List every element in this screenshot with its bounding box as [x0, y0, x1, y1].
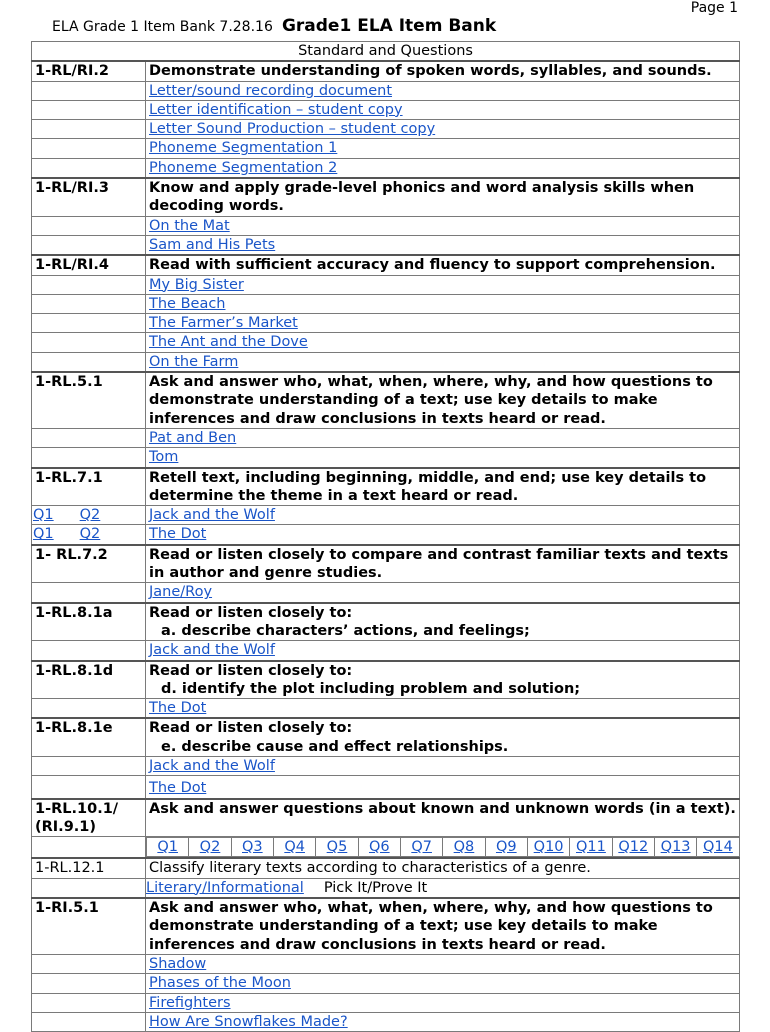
standard-line: Read or listen closely to: [149, 662, 353, 679]
standard-line: Read or listen closely to: [149, 720, 353, 737]
resource-row [32, 1012, 740, 1031]
question-link[interactable]: Q2 [79, 507, 101, 524]
resource-link[interactable]: The Dot [149, 526, 207, 543]
resource-link[interactable]: My Big Sister [149, 276, 244, 293]
question-link-cell [570, 838, 612, 856]
resource-row [32, 699, 740, 719]
standard-row [32, 372, 740, 428]
question-link-cell [655, 838, 697, 856]
question-link-cell [697, 838, 738, 856]
standard-subitem: e. describe cause and effect relationships. [161, 738, 509, 755]
resource-row [32, 583, 740, 603]
standard-code: 1-RL/RI.4 [32, 255, 146, 275]
question-link[interactable]: Q4 [284, 839, 305, 856]
resource-link[interactable]: Tom [149, 449, 179, 466]
question-link[interactable]: Q2 [199, 839, 221, 856]
question-link[interactable]: Q6 [368, 839, 390, 856]
question-link[interactable]: Q11 [576, 839, 606, 856]
question-link-cell [232, 838, 274, 856]
standard-text: Demonstrate understanding of spoken words, syllables, and sounds. [146, 61, 740, 81]
resource-row [32, 352, 740, 372]
standard-code: 1-RL.10.1/ (RI.9.1) [32, 799, 146, 837]
standard-row [32, 603, 740, 641]
resource-row [32, 974, 740, 993]
question-link[interactable]: Q8 [453, 839, 475, 856]
resource-link[interactable]: The Dot [149, 700, 207, 717]
resource-row [32, 448, 740, 468]
document-title: Grade1 ELA Item Bank [281, 16, 497, 36]
question-link-cell [528, 838, 570, 856]
resource-row [32, 776, 740, 799]
standard-text: Ask and answer questions about known and unknown words (in a text). [146, 799, 740, 837]
question-link[interactable]: Q7 [411, 839, 432, 856]
resource-row [32, 235, 740, 255]
standard-text: Read with sufficient accuracy and fluency to support comprehension. [146, 255, 740, 275]
resource-row [32, 954, 740, 973]
question-row [32, 837, 740, 859]
resource-link[interactable]: Jack and the Wolf [149, 757, 275, 774]
standard-text: Know and apply grade-level phonics and word analysis skills when decoding words. [146, 178, 740, 216]
standard-row [32, 898, 740, 954]
question-link[interactable]: Q9 [495, 839, 517, 856]
resource-link[interactable]: Jane/Roy [149, 584, 213, 601]
question-links [146, 837, 740, 857]
resource-link[interactable]: The Dot [149, 780, 207, 797]
question-link[interactable]: Q12 [618, 839, 649, 856]
resource-link[interactable]: Jack and the Wolf [149, 642, 275, 659]
resource-link[interactable]: Shadow [149, 955, 207, 972]
standard-code: 1-RI.5.1 [32, 898, 146, 954]
resource-link[interactable]: The Beach [149, 295, 226, 312]
resource-row [32, 120, 740, 139]
resource-link[interactable]: Phases of the Moon [149, 975, 291, 992]
standard-text [146, 661, 740, 699]
standard-row [32, 858, 740, 878]
question-link-cell [613, 838, 655, 856]
standard-code: 1-RL/RI.3 [32, 178, 146, 216]
resource-link[interactable]: Pat and Ben [149, 429, 237, 446]
resource-row [32, 525, 740, 545]
question-link-cell [359, 838, 401, 856]
resource-link[interactable]: The Farmer’s Market [149, 315, 298, 332]
standard-line: Read or listen closely to: [149, 604, 353, 621]
resource-link[interactable]: Letter Sound Production – student copy [149, 121, 436, 138]
standard-code: 1-RL.12.1 [32, 858, 146, 878]
resource-link[interactable]: Jack and the Wolf [149, 507, 275, 524]
resource-row [32, 333, 740, 352]
standard-row [32, 545, 740, 583]
resource-link[interactable]: Sam and His Pets [149, 236, 276, 253]
resource-row [32, 993, 740, 1012]
resource-link[interactable]: Letter identification – student copy [149, 101, 403, 118]
question-link-cell [486, 838, 528, 856]
standard-text: Ask and answer who, what, when, where, why, and how questions to demonstrate understanding of a text; use key details to make inferences and draw conclusions in texts heard or read. [146, 372, 740, 428]
resource-row [32, 294, 740, 313]
document-subtitle: ELA Grade 1 Item Bank 7.28.16 [52, 19, 273, 35]
standard-code: 1-RL.8.1d [32, 661, 146, 699]
resource-row [32, 275, 740, 294]
standard-subitem: a. describe characters’ actions, and feelings; [161, 622, 530, 639]
resource-row [32, 756, 740, 775]
question-link[interactable]: Q1 [33, 507, 54, 524]
standard-code: 1-RL.8.1a [32, 603, 146, 641]
resource-link[interactable]: Letter/sound recording document [149, 82, 393, 99]
question-link-cell [443, 838, 485, 856]
standard-row [32, 718, 740, 756]
resource-extra: Pick It/Prove It [323, 879, 428, 896]
question-link[interactable]: Q1 [157, 839, 178, 856]
resource-row [32, 158, 740, 178]
question-link-cell [316, 838, 358, 856]
resource-row [32, 100, 740, 119]
standard-code: 1-RL.8.1e [32, 718, 146, 756]
standard-text: Read or listen closely to compare and contrast familiar texts and texts in author and genre studies. [146, 545, 740, 583]
resource-link[interactable]: How Are Snowflakes Made? [149, 1013, 348, 1030]
standard-text [146, 603, 740, 641]
resource-row [32, 139, 740, 158]
standard-text: Retell text, including beginning, middle, and end; use key details to determine the theme in a text heard or read. [146, 468, 740, 506]
resource-link[interactable]: On the Mat [149, 217, 230, 234]
standard-row [32, 61, 740, 81]
resource-row [32, 506, 740, 525]
resource-row [32, 216, 740, 235]
page-number: Page 1 [690, 0, 738, 16]
standard-row [32, 799, 740, 837]
standard-subitem: d. identify the plot including problem and solution; [161, 680, 581, 697]
standard-row [32, 178, 740, 216]
standard-row [32, 661, 740, 699]
standard-code: 1-RL.7.1 [32, 468, 146, 506]
resource-row [32, 641, 740, 661]
question-link[interactable]: Q10 [533, 839, 564, 856]
resource-link[interactable]: Firefighters [149, 994, 231, 1011]
standard-row [32, 468, 740, 506]
question-link-cell [189, 838, 231, 856]
standard-row [32, 255, 740, 275]
question-link[interactable]: Q2 [79, 526, 101, 543]
question-link[interactable]: Q5 [326, 839, 348, 856]
standard-code: 1-RL.5.1 [32, 372, 146, 428]
question-link[interactable]: Q14 [702, 839, 733, 856]
standard-text [146, 718, 740, 756]
standard-code: 1-RL/RI.2 [32, 61, 146, 81]
item-bank-table [31, 41, 740, 1032]
standard-text: Classify literary texts according to characteristics of a genre. [146, 858, 740, 878]
resource-link[interactable]: On the Farm [149, 353, 239, 370]
resource-row [32, 314, 740, 333]
question-link-cell [147, 838, 189, 856]
table-caption: Standard and Questions [32, 42, 740, 62]
standard-code: 1- RL.7.2 [32, 545, 146, 583]
resource-row [32, 81, 740, 100]
question-link[interactable]: Q13 [660, 839, 691, 856]
resource-row [32, 878, 740, 898]
resource-row [32, 428, 740, 447]
question-link[interactable]: Q1 [33, 526, 54, 543]
standard-text: Ask and answer who, what, when, where, why, and how questions to demonstrate understanding of a text; use key details to make inferences and draw conclusions in texts heard or read. [146, 898, 740, 954]
resource-link[interactable]: Phoneme Segmentation 1 [149, 140, 338, 157]
question-link-cell [401, 838, 443, 856]
document-header [52, 16, 496, 36]
resource-link[interactable]: The Ant and the Dove [149, 334, 308, 351]
resource-link[interactable]: Phoneme Segmentation 2 [149, 159, 338, 176]
question-link-cell [274, 838, 316, 856]
resource-link[interactable]: Literary/Informational [146, 879, 304, 896]
question-link[interactable]: Q3 [242, 839, 263, 856]
